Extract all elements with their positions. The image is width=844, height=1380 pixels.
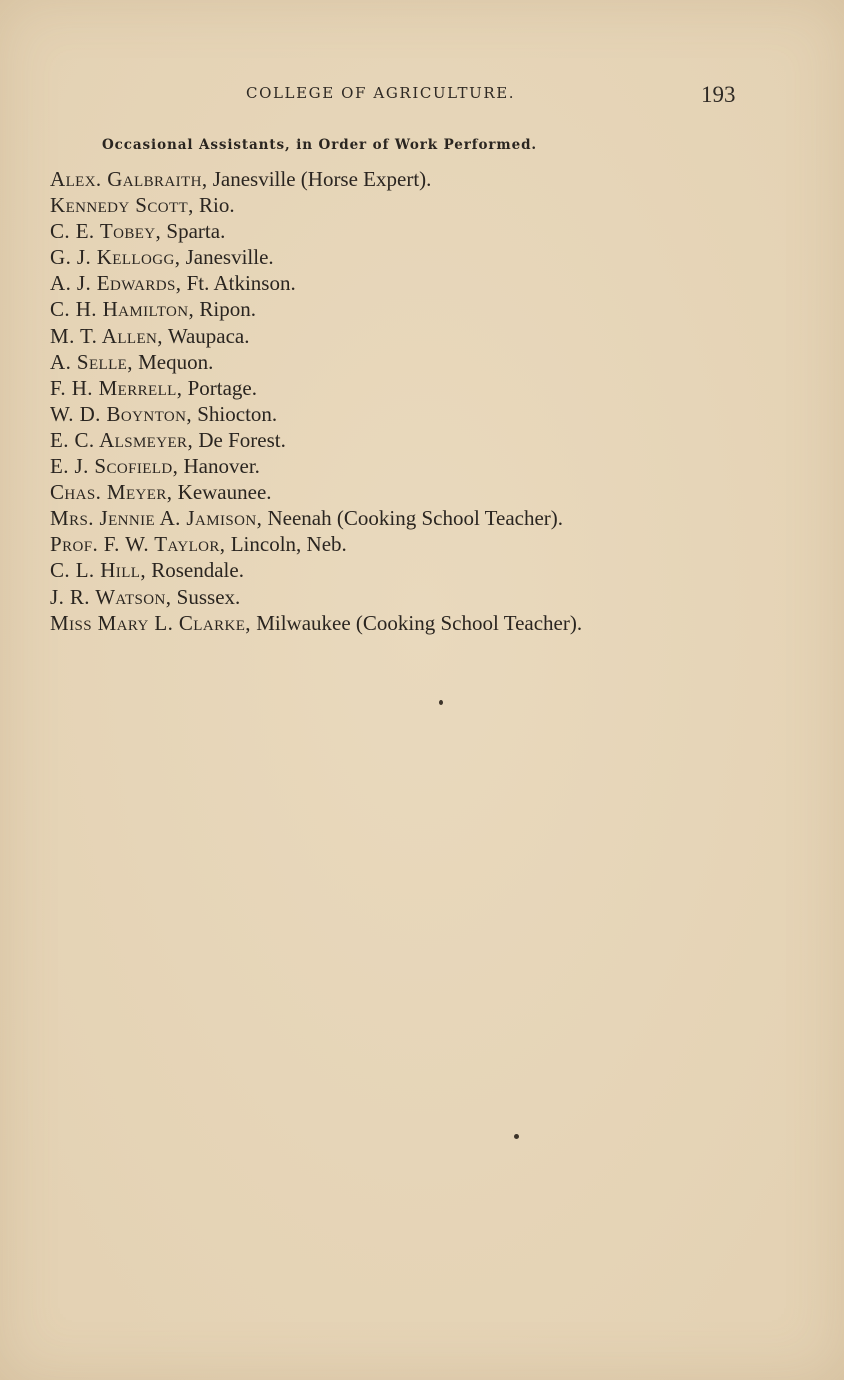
list-item xyxy=(50,479,582,505)
assistant-location: Rio. xyxy=(193,193,235,218)
assistants-list xyxy=(50,166,582,636)
assistant-name: G. J. Kellogg, xyxy=(50,245,181,270)
list-item xyxy=(50,427,582,453)
assistant-name: Mrs. Jennie A. Jamison, xyxy=(50,506,263,531)
assistant-location: Ripon. xyxy=(194,297,256,322)
list-item xyxy=(50,296,582,322)
assistant-name: A. J. Edwards, xyxy=(50,271,182,296)
list-item xyxy=(50,401,582,427)
list-item xyxy=(50,531,582,557)
assistant-name: Kennedy Scott, xyxy=(50,193,194,218)
assistant-location: Mequon. xyxy=(132,349,214,374)
page-number: 193 xyxy=(701,82,736,107)
assistant-name: E. J. Scofield, xyxy=(50,454,179,479)
assistant-name: Prof. F. W. Taylor, xyxy=(50,532,226,557)
assistant-name: C. E. Tobey, xyxy=(50,219,162,244)
list-item xyxy=(50,270,582,296)
running-head: COLLEGE OF AGRICULTURE. xyxy=(246,84,516,102)
list-item xyxy=(50,323,582,349)
list-item xyxy=(50,349,582,375)
assistant-location: Janesville. xyxy=(180,245,274,270)
assistant-location: Janesville (Horse Expert). xyxy=(207,167,432,191)
assistant-name: Chas. Meyer, xyxy=(50,480,173,505)
assistant-name: J. R. Watson, xyxy=(50,584,172,609)
assistant-name: W. D. Boynton, xyxy=(50,401,192,426)
paper-speck xyxy=(514,1134,519,1139)
list-item xyxy=(50,453,582,479)
list-item xyxy=(50,610,582,636)
assistant-name: Alex. Galbraith, xyxy=(50,167,208,191)
section-heading: Occasional Assistants, in Order of Work Performed. xyxy=(102,137,538,153)
list-item xyxy=(50,505,582,531)
list-item xyxy=(50,218,582,244)
assistant-location: Portage. xyxy=(182,375,258,400)
list-item xyxy=(50,557,582,583)
paper-speck xyxy=(439,700,443,705)
list-item xyxy=(50,166,582,192)
assistant-location: Hanover. xyxy=(178,454,260,479)
assistant-location: Sussex. xyxy=(171,584,241,609)
assistant-location: Rosendale. xyxy=(145,558,244,583)
assistant-location: Waupaca. xyxy=(162,323,250,348)
assistant-location: Ft. Atkinson. xyxy=(181,271,296,296)
assistant-name: Miss Mary L. Clarke, xyxy=(50,610,251,635)
list-item xyxy=(50,244,582,270)
assistant-name: C. H. Hamilton, xyxy=(50,297,195,322)
list-item xyxy=(50,584,582,610)
assistant-location: Shiocton. xyxy=(191,401,278,426)
assistant-name: C. L. Hill, xyxy=(50,558,146,583)
assistant-name: F. H. Merrell, xyxy=(50,375,183,400)
assistant-name: A. Selle, xyxy=(50,349,133,374)
assistant-location: Neenah (Cooking School Teacher). xyxy=(262,506,564,531)
assistant-location: Kewaunee. xyxy=(172,480,272,505)
list-item xyxy=(50,192,582,218)
list-item xyxy=(50,375,582,401)
assistant-location: Sparta. xyxy=(161,219,226,244)
assistant-location: De Forest. xyxy=(193,427,286,452)
assistant-name: M. T. Allen, xyxy=(50,323,163,348)
assistant-location: Lincoln, Neb. xyxy=(225,532,347,557)
assistant-name: E. C. Alsmeyer, xyxy=(50,427,194,452)
assistant-location: Milwaukee (Cooking School Teacher). xyxy=(250,610,583,635)
